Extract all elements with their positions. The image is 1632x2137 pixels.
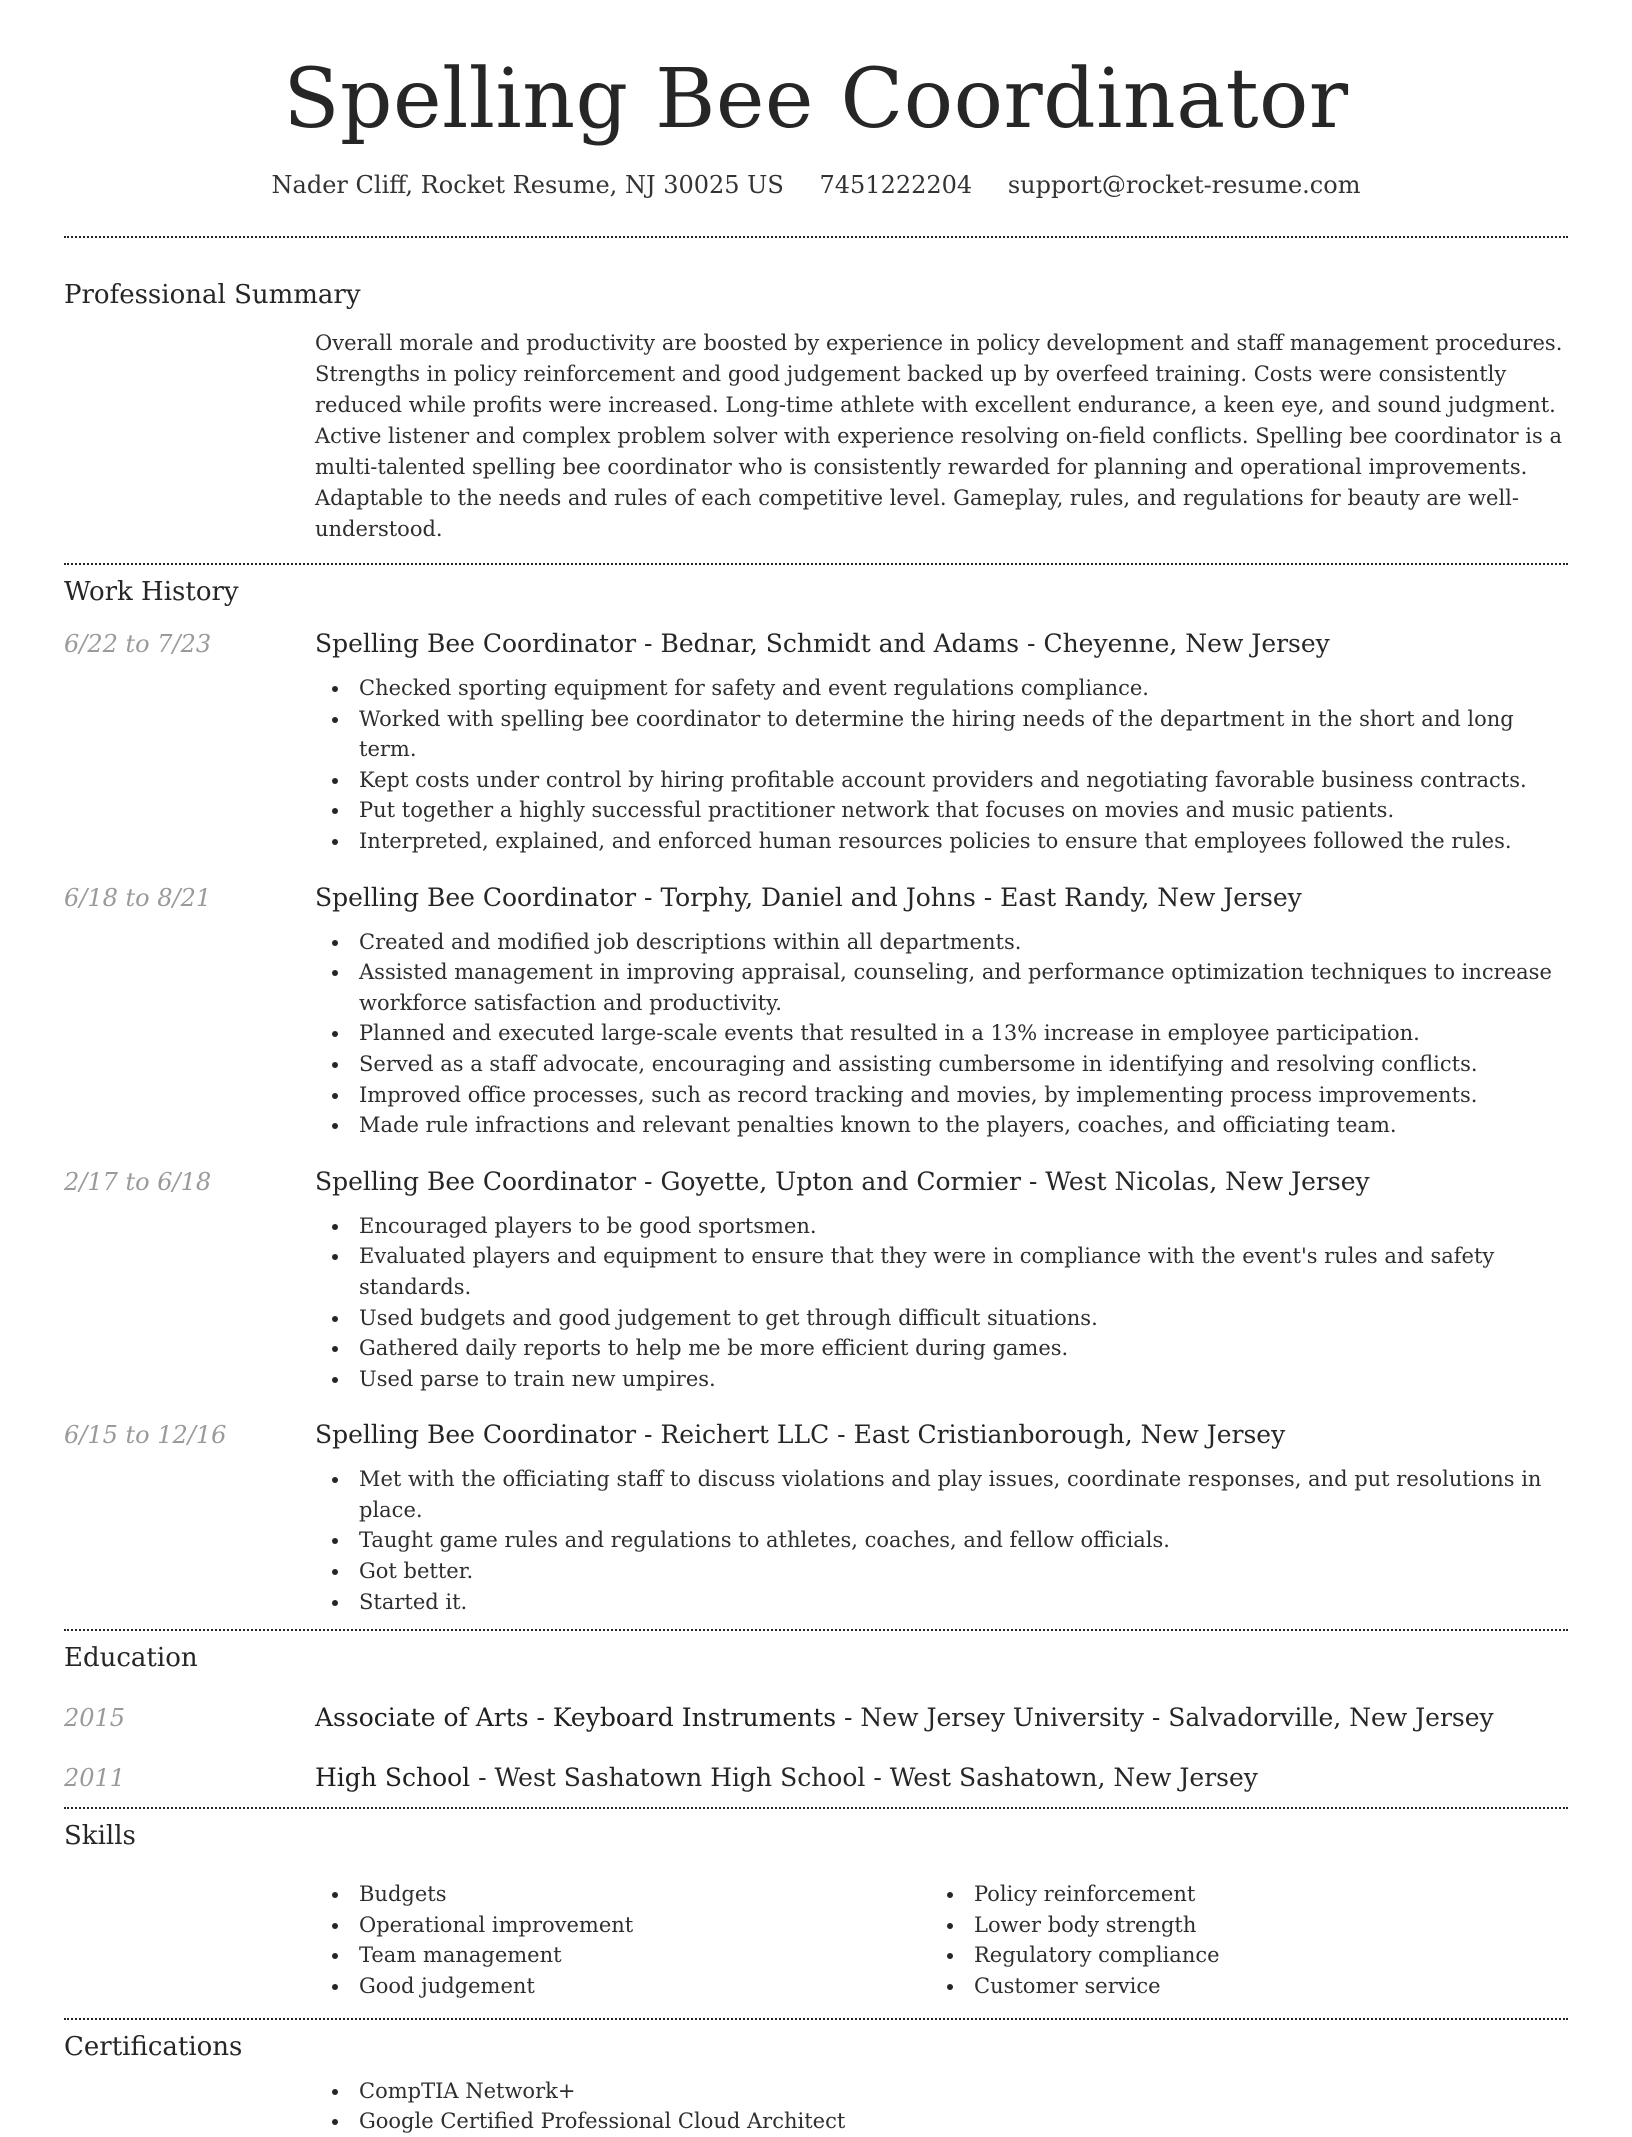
section-title-education: Education xyxy=(64,1643,198,1674)
education-section xyxy=(64,1641,1568,1807)
job-bullet: Made rule infractions and relevant penalties known to the players, coaches, and officiating team. xyxy=(315,1110,1568,1141)
job-bullet-list xyxy=(315,927,1568,1141)
job-bullet: Created and modified job descriptions within all departments. xyxy=(315,927,1568,958)
contact-phone: 7451222204 xyxy=(819,171,973,199)
job-bullet: Evaluated players and equipment to ensure that they were in compliance with the event's rules and safety standards. xyxy=(315,1241,1568,1302)
job-details xyxy=(315,881,1568,1141)
job-bullet: Checked sporting equipment for safety and event regulations compliance. xyxy=(315,673,1568,704)
job-bullet: Used parse to train new umpires. xyxy=(315,1364,1568,1395)
job-heading: Spelling Bee Coordinator - Goyette, Upton and Cormier - West Nicolas, New Jersey xyxy=(315,1166,1370,1196)
skill-item: Lower body strength xyxy=(930,1910,1545,1941)
job-heading: Spelling Bee Coordinator - Reichert LLC - East Cristianborough, New Jersey xyxy=(315,1420,1286,1450)
skill-item: Budgets xyxy=(315,1879,930,1910)
section-title-summary: Professional Summary xyxy=(64,280,361,310)
job-bullet-list xyxy=(315,673,1568,857)
job-bullet: Taught game rules and regulations to athletes, coaches, and fellow officials. xyxy=(315,1525,1568,1556)
job-bullet: Worked with spelling bee coordinator to determine the hiring needs of the department in the short and long term. xyxy=(315,704,1568,765)
education-degree: High School xyxy=(315,1763,471,1793)
education-entry xyxy=(64,1701,1568,1735)
skills-column-2 xyxy=(930,1879,1545,2001)
job-bullet: Kept costs under control by hiring profitable account providers and negotiating favorable business contracts. xyxy=(315,765,1568,796)
job-bullet: Met with the officiating staff to discuss violations and play issues, coordinate responses, and put resolutions in place. xyxy=(315,1464,1568,1525)
job-bullet: Got better. xyxy=(315,1556,1568,1587)
job-bullet: Put together a highly successful practitioner network that focuses on movies and music patients. xyxy=(315,795,1568,826)
education-details xyxy=(315,1701,1568,1735)
education-year: 2011 xyxy=(64,1764,126,1793)
skill-item: Policy reinforcement xyxy=(930,1879,1545,1910)
job-entry xyxy=(64,1418,1568,1617)
job-details xyxy=(315,1165,1568,1395)
job-bullet: Encouraged players to be good sportsmen. xyxy=(315,1211,1568,1242)
certification-item: Google Certified Professional Cloud Architect xyxy=(315,2106,1568,2137)
job-bullet: Served as a staff advocate, encouraging and assisting cumbersome in identifying and resolving conflicts. xyxy=(315,1049,1568,1080)
skill-item: Customer service xyxy=(930,1971,1545,2002)
skills-grid xyxy=(315,1867,1568,2017)
education-degree: Associate of Arts - Keyboard Instruments xyxy=(315,1703,837,1733)
job-details xyxy=(315,627,1568,857)
education-school: - New Jersey University - Salvadorville, New Jersey xyxy=(836,1703,1494,1733)
candidate-name: Spelling Bee Coordinator xyxy=(283,52,1349,147)
job-bullet-list xyxy=(315,1464,1568,1617)
skill-item: Operational improvement xyxy=(315,1910,930,1941)
contact-line xyxy=(64,168,1568,202)
job-heading: Spelling Bee Coordinator - Torphy, Daniel and Johns - East Randy, New Jersey xyxy=(315,882,1302,912)
job-heading: Spelling Bee Coordinator - Bednar, Schmidt and Adams - Cheyenne, New Jersey xyxy=(315,629,1330,658)
certification-item: CompTIA Network+ xyxy=(315,2076,1568,2107)
job-dates: 6/18 to 8/21 xyxy=(64,883,212,912)
job-details xyxy=(315,1418,1568,1617)
job-dates: 2/17 to 6/18 xyxy=(64,1167,212,1196)
education-details xyxy=(315,1761,1568,1795)
education-school: - West Sashatown High School - West Sashatown, New Jersey xyxy=(470,1763,1258,1793)
summary-text: Overall morale and productivity are boosted by experience in policy development and staff management procedures. Strengths in policy reinforcement and good judgement backed up by overfeed training. Costs were consistently reduced while profits were increased. Long-time athlete with excellent endurance, a keen eye, and sound judgment. Active listener and complex problem solver with experience resolving on-field conflicts. Spelling bee coordinator is a multi-talented spelling bee coordinator who is consistently rewarded for planning and operational improvements. Adaptable to the needs and rules of each competitive level. Gameplay, rules, and regulations for beauty are well-understood. xyxy=(315,331,1563,541)
divider xyxy=(64,563,1568,565)
education-entry xyxy=(64,1761,1568,1795)
section-title-certifications: Certifications xyxy=(64,2031,243,2062)
job-bullet: Interpreted, explained, and enforced human resources policies to ensure that employees followed the rules. xyxy=(315,826,1568,857)
job-bullet: Started it. xyxy=(315,1587,1568,1618)
job-bullet: Assisted management in improving appraisal, counseling, and performance optimization techniques to increase workforce satisfaction and productivity. xyxy=(315,957,1568,1018)
divider xyxy=(64,2018,1568,2020)
job-entry xyxy=(64,627,1568,857)
job-dates: 6/15 to 12/16 xyxy=(64,1421,227,1450)
contact-address: Nader Cliff, Rocket Resume, NJ 30025 US xyxy=(271,171,784,199)
divider xyxy=(64,1807,1568,1809)
job-bullet: Gathered daily reports to help me be more efficient during games. xyxy=(315,1333,1568,1364)
divider xyxy=(64,1629,1568,1631)
job-bullet: Improved office processes, such as record tracking and movies, by implementing process improvements. xyxy=(315,1080,1568,1111)
section-title-skills: Skills xyxy=(64,1821,136,1852)
education-year: 2015 xyxy=(64,1704,126,1733)
job-entry xyxy=(64,881,1568,1141)
section-title-work: Work History xyxy=(64,577,239,607)
certifications-list xyxy=(315,2076,1568,2137)
skill-item: Team management xyxy=(315,1940,930,1971)
divider xyxy=(64,236,1568,238)
job-entry xyxy=(64,1165,1568,1395)
job-dates: 6/22 to 7/23 xyxy=(64,630,212,658)
contact-email: support@rocket-resume.com xyxy=(1007,171,1361,199)
skill-item: Good judgement xyxy=(315,1971,930,2002)
job-bullet: Planned and executed large-scale events that resulted in a 13% increase in employee participation. xyxy=(315,1018,1568,1049)
job-bullet: Used budgets and good judgement to get through difficult situations. xyxy=(315,1303,1568,1334)
work-history-section xyxy=(64,575,1568,1629)
skills-column-1 xyxy=(315,1879,930,2001)
skill-item: Regulatory compliance xyxy=(930,1940,1545,1971)
job-bullet-list xyxy=(315,1211,1568,1395)
